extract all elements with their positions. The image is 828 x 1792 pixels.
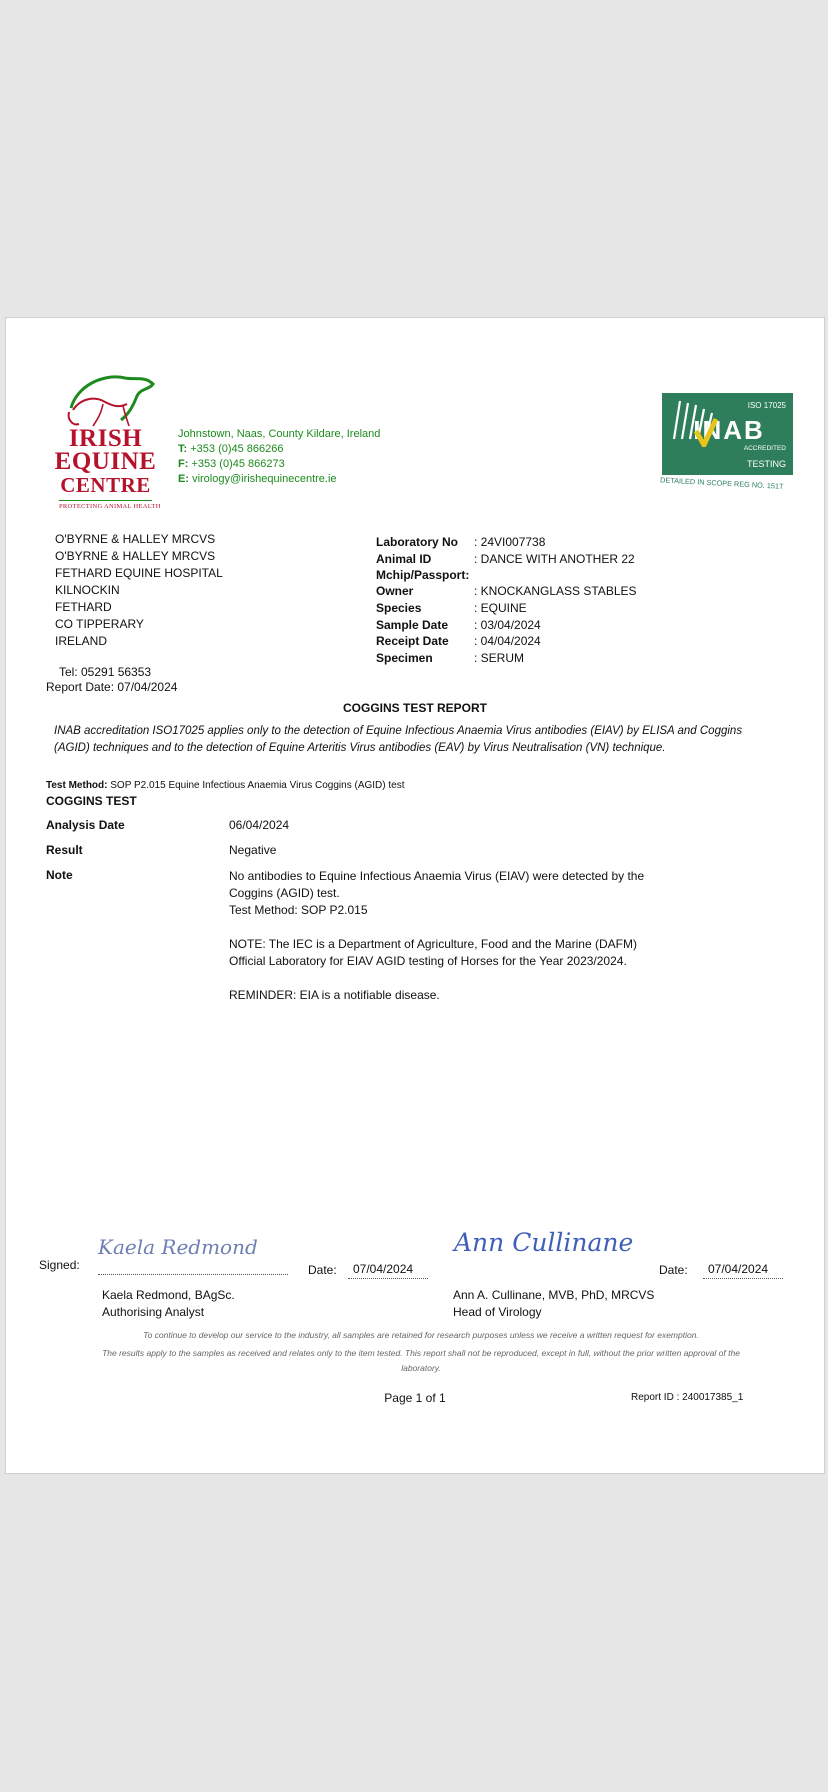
signer-left-name: Kaela Redmond, BAgSc. <box>102 1288 235 1302</box>
lab-value: : DANCE WITH ANOTHER 22 <box>474 552 635 566</box>
fax: +353 (0)45 866273 <box>191 458 285 470</box>
address-line: O'BYRNE & HALLEY MRCVS <box>55 532 216 546</box>
horse-logo-icon <box>63 368 158 430</box>
lab-value: : 03/04/2024 <box>474 618 541 632</box>
signer-left-role: Authorising Analyst <box>102 1305 205 1319</box>
address-line: FETHARD <box>55 600 112 614</box>
result-label: Result <box>46 843 83 857</box>
signature-right: Ann Cullinane <box>454 1228 634 1257</box>
lab-label: Owner <box>376 584 414 598</box>
note-paragraph: No antibodies to Equine Infectious Anaemia Virus (EIAV) were detected by the Coggins (AGID) test. <box>229 869 645 900</box>
lab-value: : SERUM <box>474 651 525 665</box>
phone: +353 (0)45 866266 <box>190 443 284 455</box>
test-method-line <box>46 780 405 791</box>
inab-check-icon <box>694 417 718 447</box>
contact-block <box>178 427 380 487</box>
lab-label: Sample Date <box>376 618 449 632</box>
address-line: FETHARD EQUINE HOSPITAL <box>55 566 223 580</box>
note-block <box>229 868 649 1021</box>
address-line: O'BYRNE & HALLEY MRCVS <box>55 549 216 563</box>
result-value: Negative <box>229 843 277 857</box>
inab-accredited: ACCREDITED <box>743 445 786 452</box>
date-label-right: Date: <box>659 1263 688 1277</box>
note-paragraph: REMINDER: EIA is a notifiable disease. <box>229 988 440 1002</box>
email: virology@irishequinecentre.ie <box>192 473 337 485</box>
report-date: Report Date: 07/04/2024 <box>46 680 178 694</box>
note-test-method: Test Method: SOP P2.015 <box>229 903 368 917</box>
signer-right-name: Ann A. Cullinane, MVB, PhD, MRCVS <box>453 1288 655 1302</box>
test-method-label: Test Method: <box>46 780 108 791</box>
inab-scope: DETAILED IN SCOPE REG NO. 151T <box>659 475 784 491</box>
phone-label: T: <box>178 443 188 455</box>
date-right: 07/04/2024 <box>708 1262 769 1276</box>
signature-line-left <box>98 1274 288 1275</box>
address-line: CO TIPPERARY <box>55 617 144 631</box>
recipient-address <box>55 531 223 650</box>
logo-tagline: PROTECTING ANIMAL HEALTH <box>59 503 161 510</box>
logo-line-centre: CENTRE <box>60 473 151 497</box>
test-method: SOP P2.015 Equine Infectious Anaemia Virus Coggins (AGID) test <box>110 780 405 791</box>
lab-value: : EQUINE <box>474 601 527 615</box>
analysis-date: 06/04/2024 <box>229 818 290 832</box>
note-paragraph: NOTE: The IEC is a Department of Agriculture, Food and the Marine (DAFM) Official Laboratory for EIAV AGID testing of Horses for the Year 2023/2024. <box>229 937 637 968</box>
inab-brand: INAB <box>693 415 765 445</box>
signed-label: Signed: <box>39 1258 80 1272</box>
iec-logo <box>53 368 178 518</box>
footer-disclaimer: The results apply to the samples as received and relates only to the item tested. This report shall not be reproduced, except in full, without the prior written approval of the laboratory. <box>102 1348 740 1373</box>
date-line-left <box>348 1278 428 1279</box>
email-label: E: <box>178 473 189 485</box>
inab-testing: TESTING <box>746 459 786 469</box>
lab-label: Specimen <box>376 651 433 665</box>
iec-address: Johnstown, Naas, County Kildare, Ireland <box>178 428 381 440</box>
note-label: Note <box>46 868 73 882</box>
date-left: 07/04/2024 <box>353 1262 414 1276</box>
lab-label: Receipt Date <box>376 634 449 648</box>
recipient-tel: Tel: 05291 56353 <box>59 665 152 679</box>
logo-divider <box>59 500 152 501</box>
logo-line-irish: IRISH <box>68 425 143 452</box>
analysis-date-label: Analysis Date <box>46 818 125 832</box>
lab-label: Animal ID <box>376 552 432 566</box>
report-title: COGGINS TEST REPORT <box>342 701 487 715</box>
date-label-left: Date: <box>308 1263 337 1277</box>
lab-value: : 24VI007738 <box>474 535 546 549</box>
lab-value: : 04/04/2024 <box>474 634 541 648</box>
signature-left: Kaela Redmond <box>98 1235 258 1259</box>
address-line: KILNOCKIN <box>55 583 120 597</box>
lab-label: Laboratory No <box>376 535 459 549</box>
report-page <box>5 317 825 1474</box>
footer-retention-note: To continue to develop our service to the industry, all samples are retained for research purposes unless we receive a written request for exemption. <box>143 1330 699 1340</box>
signer-right-role: Head of Virology <box>453 1305 542 1319</box>
date-line-right <box>703 1278 783 1279</box>
signer-left <box>102 1287 235 1321</box>
inab-iso: ISO 17025 <box>747 401 786 410</box>
section-title: COGGINS TEST <box>46 794 137 808</box>
lab-label: Species <box>376 601 422 615</box>
fax-label: F: <box>178 458 189 470</box>
signer-right <box>453 1287 654 1321</box>
report-id: Report ID : 240017385_1 <box>631 1392 744 1403</box>
page-number: Page 1 of 1 <box>384 1391 446 1405</box>
lab-label: Mchip/Passport: <box>376 568 470 582</box>
lab-value: : KNOCKANGLASS STABLES <box>474 584 637 598</box>
inab-accreditation-note: INAB accreditation ISO17025 applies only to the detection of Equine Infectious Anaemia Virus antibodies (EIAV) by ELISA and Coggins (AGID) techniques and to the detection of Equine Arteritis Virus antibodies (EAV) by Virus Neutralisation (VN) technique. <box>54 725 743 754</box>
inab-badge <box>658 393 798 503</box>
logo-line-equine: EQUINE <box>54 448 157 475</box>
address-line: IRELAND <box>55 634 108 648</box>
